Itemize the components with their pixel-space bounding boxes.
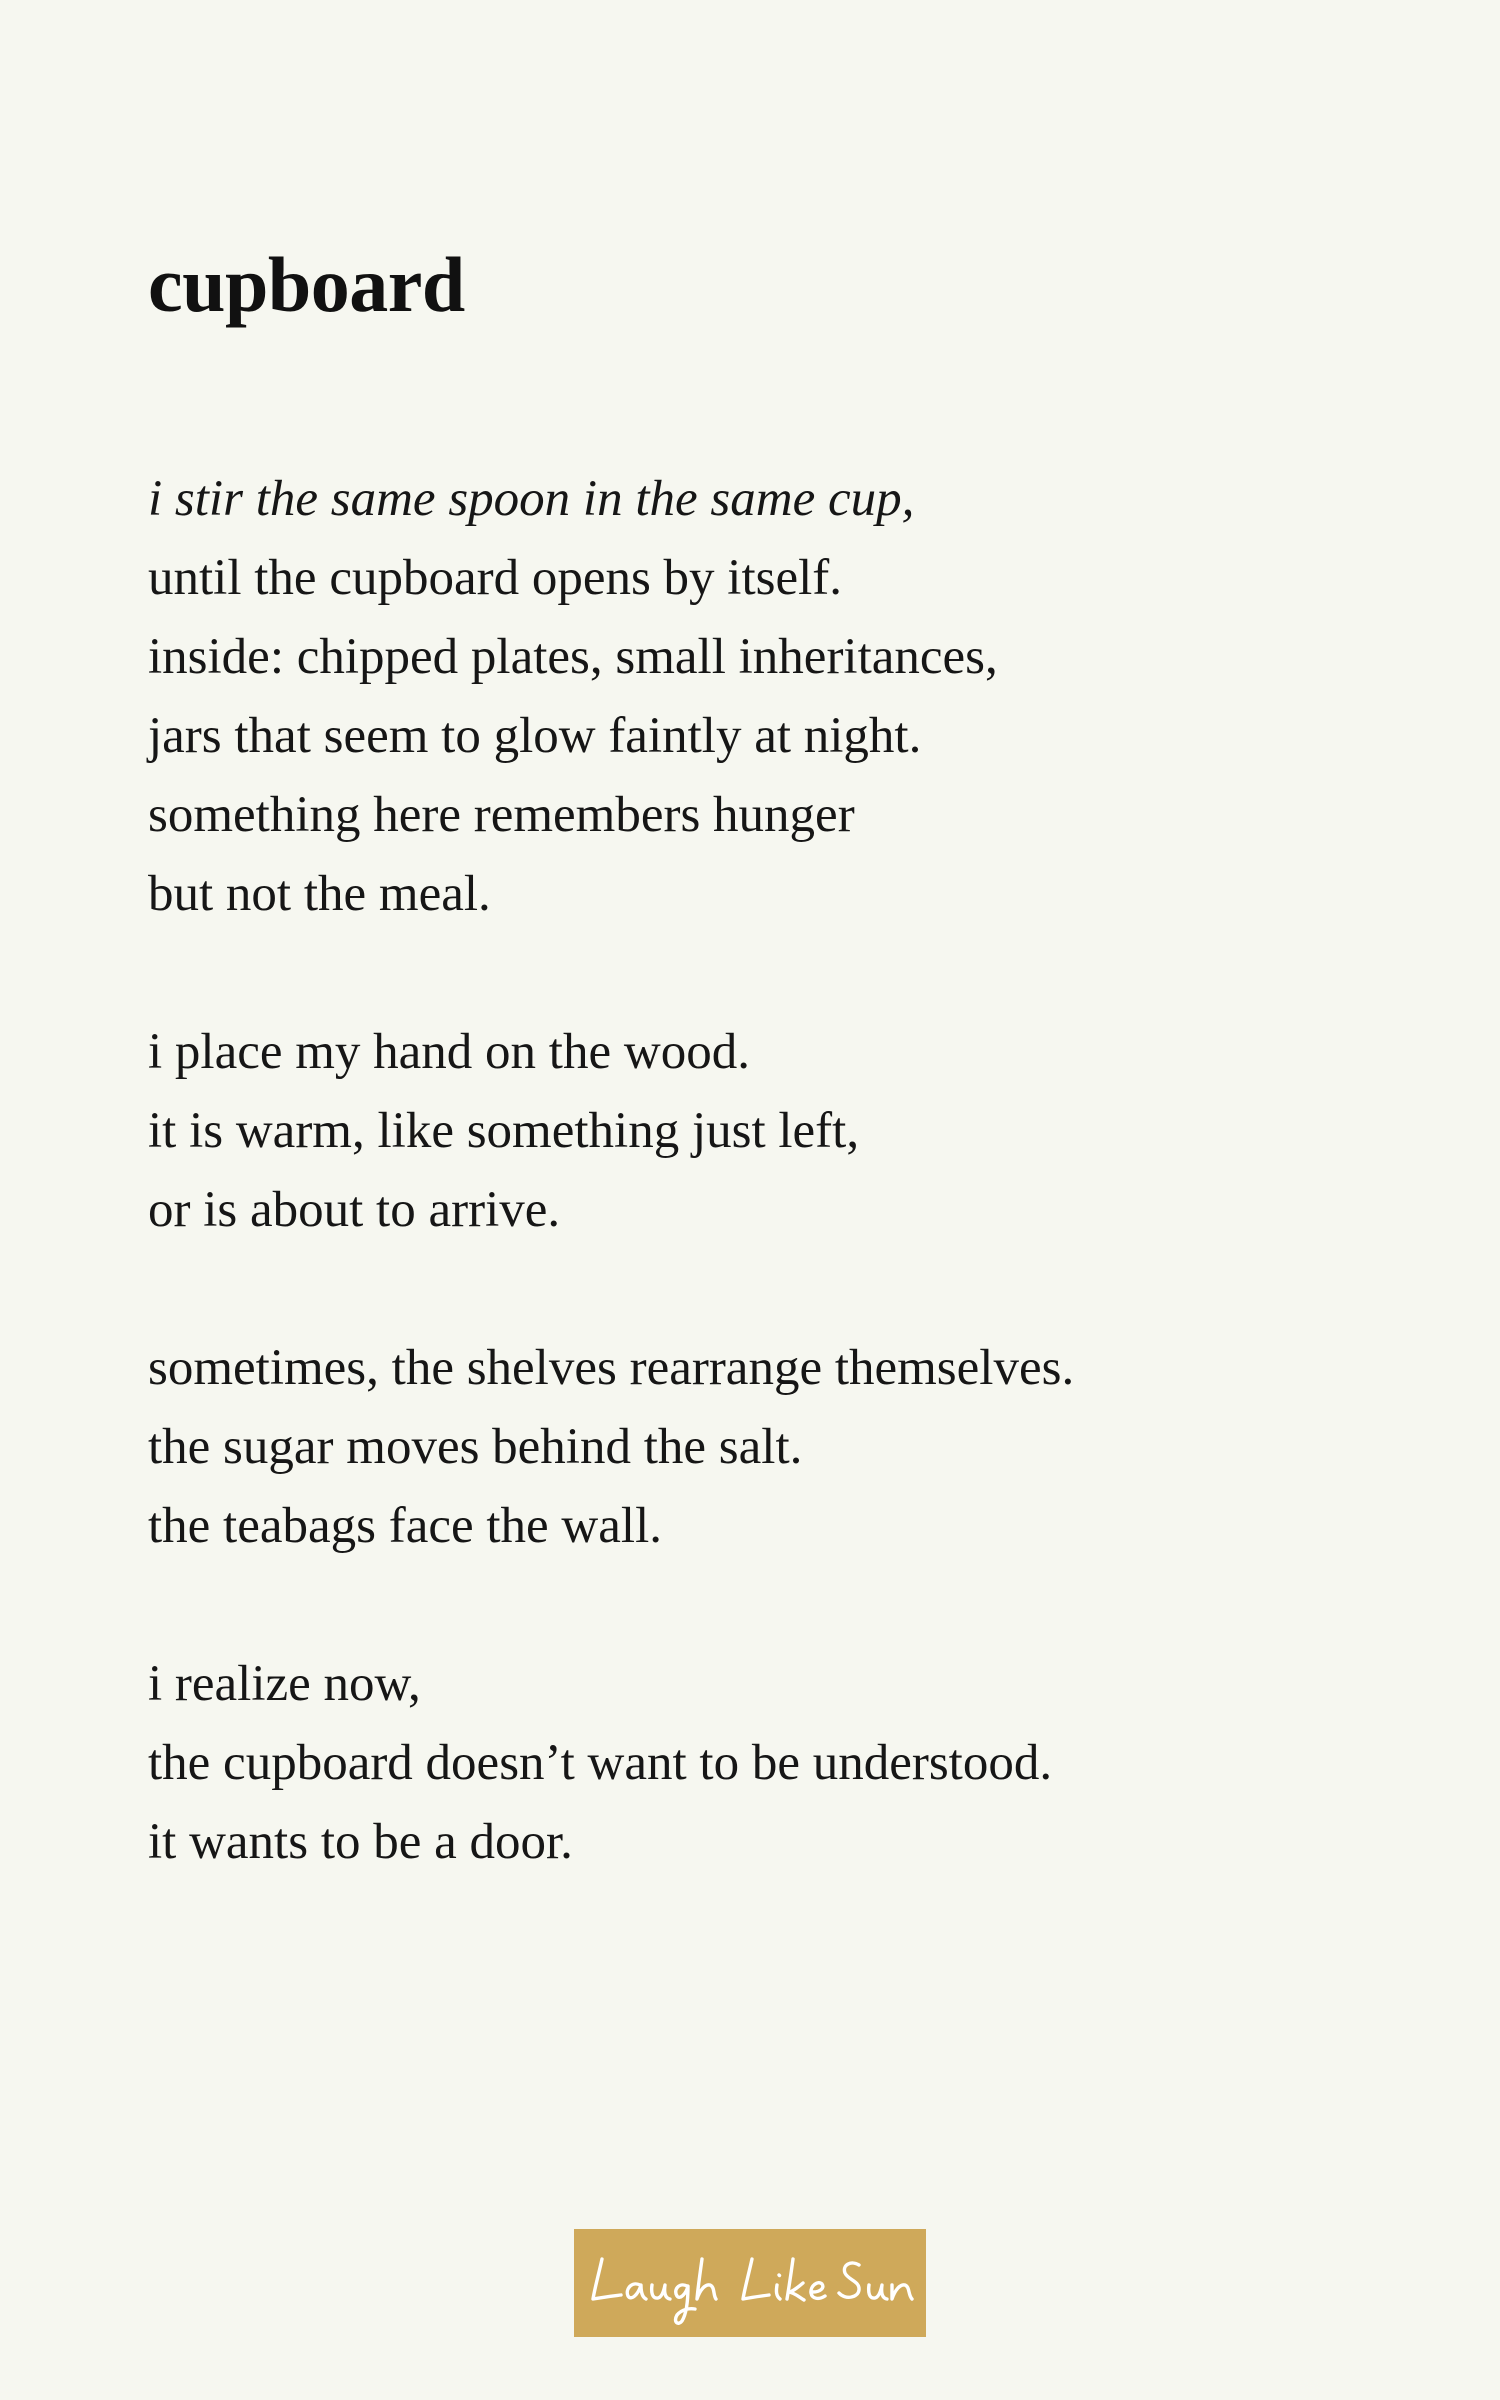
- poem-line: it wants to be a door.: [148, 1814, 573, 1870]
- poem-line: but not the meal.: [148, 866, 491, 922]
- poem-line: sometimes, the shelves rearrange themselves.: [148, 1340, 1075, 1396]
- poem-title: cupboard: [148, 241, 465, 328]
- poem-line: something here remembers hunger: [148, 787, 855, 843]
- poem-line: it is warm, like something just left,: [148, 1103, 860, 1159]
- poem-line: or is about to arrive.: [148, 1182, 561, 1238]
- stanza-4: [148, 1645, 1398, 1882]
- laugh-like-sun-logo: [574, 2229, 926, 2337]
- poem-line: the sugar moves behind the salt.: [148, 1419, 803, 1475]
- poem-line: i place my hand on the wood.: [148, 1024, 750, 1080]
- stanza-2: [148, 1013, 1398, 1250]
- poem-line: until the cupboard opens by itself.: [148, 550, 843, 606]
- poem-line: i stir the same spoon in the same cup,: [148, 471, 915, 527]
- poem-line: inside: chipped plates, small inheritances,: [148, 629, 998, 685]
- stanza-1: [148, 460, 1398, 934]
- logo-handwriting: [574, 2229, 926, 2337]
- poem-line: the cupboard doesn’t want to be understood.: [148, 1735, 1053, 1791]
- poem-line: i realize now,: [148, 1656, 421, 1712]
- poem-body: [148, 460, 1398, 1961]
- stanza-3: [148, 1329, 1398, 1566]
- poem-line: the teabags face the wall.: [148, 1498, 662, 1554]
- poem-line: jars that seem to glow faintly at night.: [148, 708, 922, 764]
